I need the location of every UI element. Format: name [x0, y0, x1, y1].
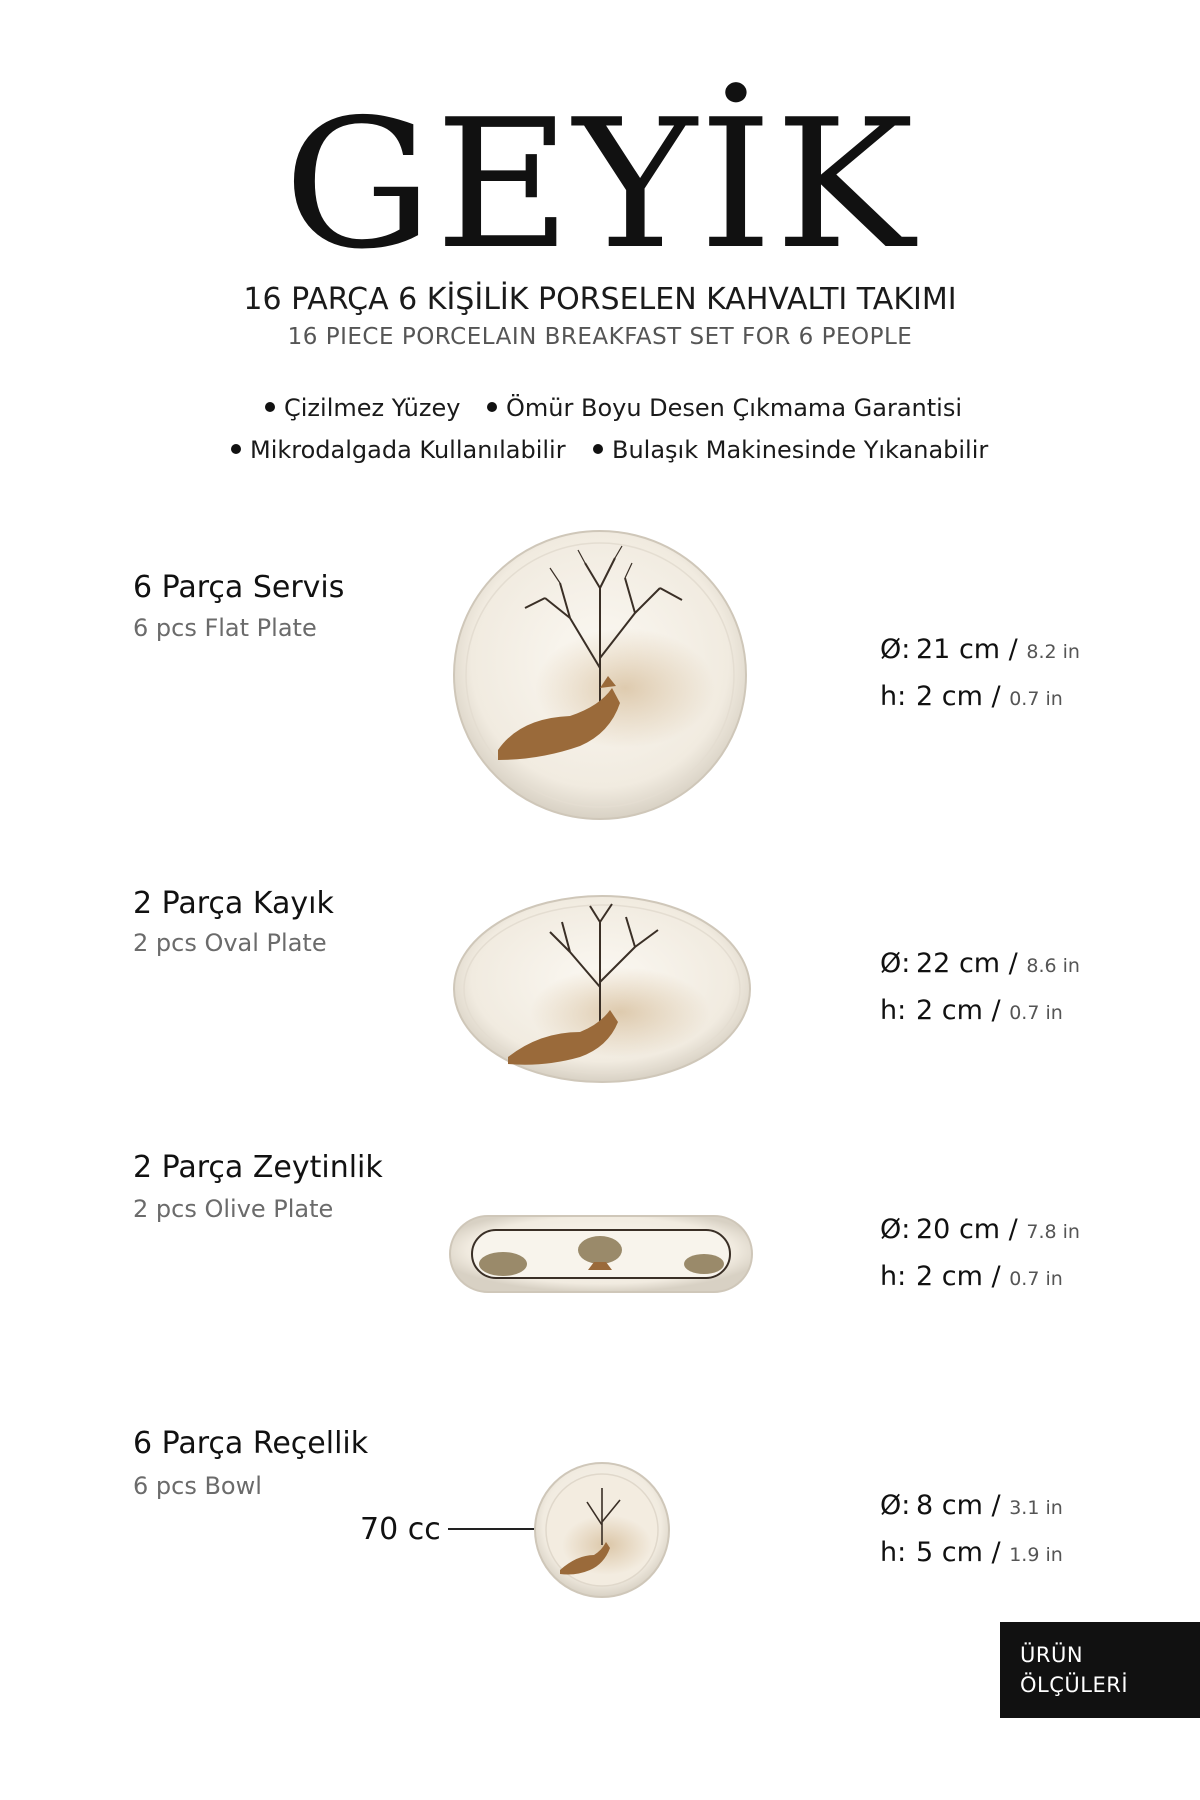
- subtitle-turkish: 16 PARÇA 6 KİŞİLİK PORSELEN KAHVALTI TAKIMI: [243, 282, 957, 317]
- height-spec: h: 2 cm / 0.7 in: [880, 995, 1063, 1026]
- product-subtitle: 2 pcs Oval Plate: [133, 929, 327, 957]
- feature-item: Ömür Boyu Desen Çıkmama Garantisi: [487, 394, 962, 422]
- bullet-icon: [231, 444, 241, 454]
- product-title: 2 Parça Zeytinlik: [133, 1150, 383, 1185]
- bullet-icon: [593, 444, 603, 454]
- flat-plate-image: [450, 528, 750, 822]
- bullet-icon: [265, 402, 275, 412]
- height-spec: h: 2 cm / 0.7 in: [880, 1261, 1063, 1292]
- olive-plate-image: [448, 1212, 756, 1296]
- product-title: 6 Parça Servis: [133, 570, 345, 605]
- product-subtitle: 6 pcs Bowl: [133, 1472, 262, 1500]
- height-spec: h: 2 cm / 0.7 in: [880, 681, 1063, 712]
- bullet-icon: [487, 402, 497, 412]
- product-subtitle: 2 pcs Olive Plate: [133, 1195, 334, 1223]
- bowl-image: [532, 1460, 672, 1600]
- feature-item: Mikrodalgada Kullanılabilir: [231, 436, 566, 464]
- feature-item: Bulaşık Makinesinde Yıkanabilir: [593, 436, 988, 464]
- bowl-capacity: 70 cc: [360, 1512, 441, 1547]
- diameter-spec: Ø: 21 cm / 8.2 in: [880, 634, 1080, 665]
- diameter-spec: Ø: 22 cm / 8.6 in: [880, 948, 1080, 979]
- product-title: 6 Parça Reçellik: [133, 1426, 369, 1461]
- badge-label: ÜRÜN ÖLÇÜLERİ: [1020, 1643, 1129, 1697]
- diameter-spec: Ø: 20 cm / 7.8 in: [880, 1214, 1080, 1245]
- oval-plate-image: [450, 892, 754, 1086]
- diameter-spec: Ø: 8 cm / 3.1 in: [880, 1490, 1063, 1521]
- subtitle-english: 16 PIECE PORCELAIN BREAKFAST SET FOR 6 PEOPLE: [287, 324, 913, 350]
- feature-item: Çizilmez Yüzey: [265, 394, 460, 422]
- product-subtitle: 6 pcs Flat Plate: [133, 614, 317, 642]
- brand-title: GEYİK: [283, 81, 917, 288]
- height-spec: h: 5 cm / 1.9 in: [880, 1537, 1063, 1568]
- product-title: 2 Parça Kayık: [133, 886, 334, 921]
